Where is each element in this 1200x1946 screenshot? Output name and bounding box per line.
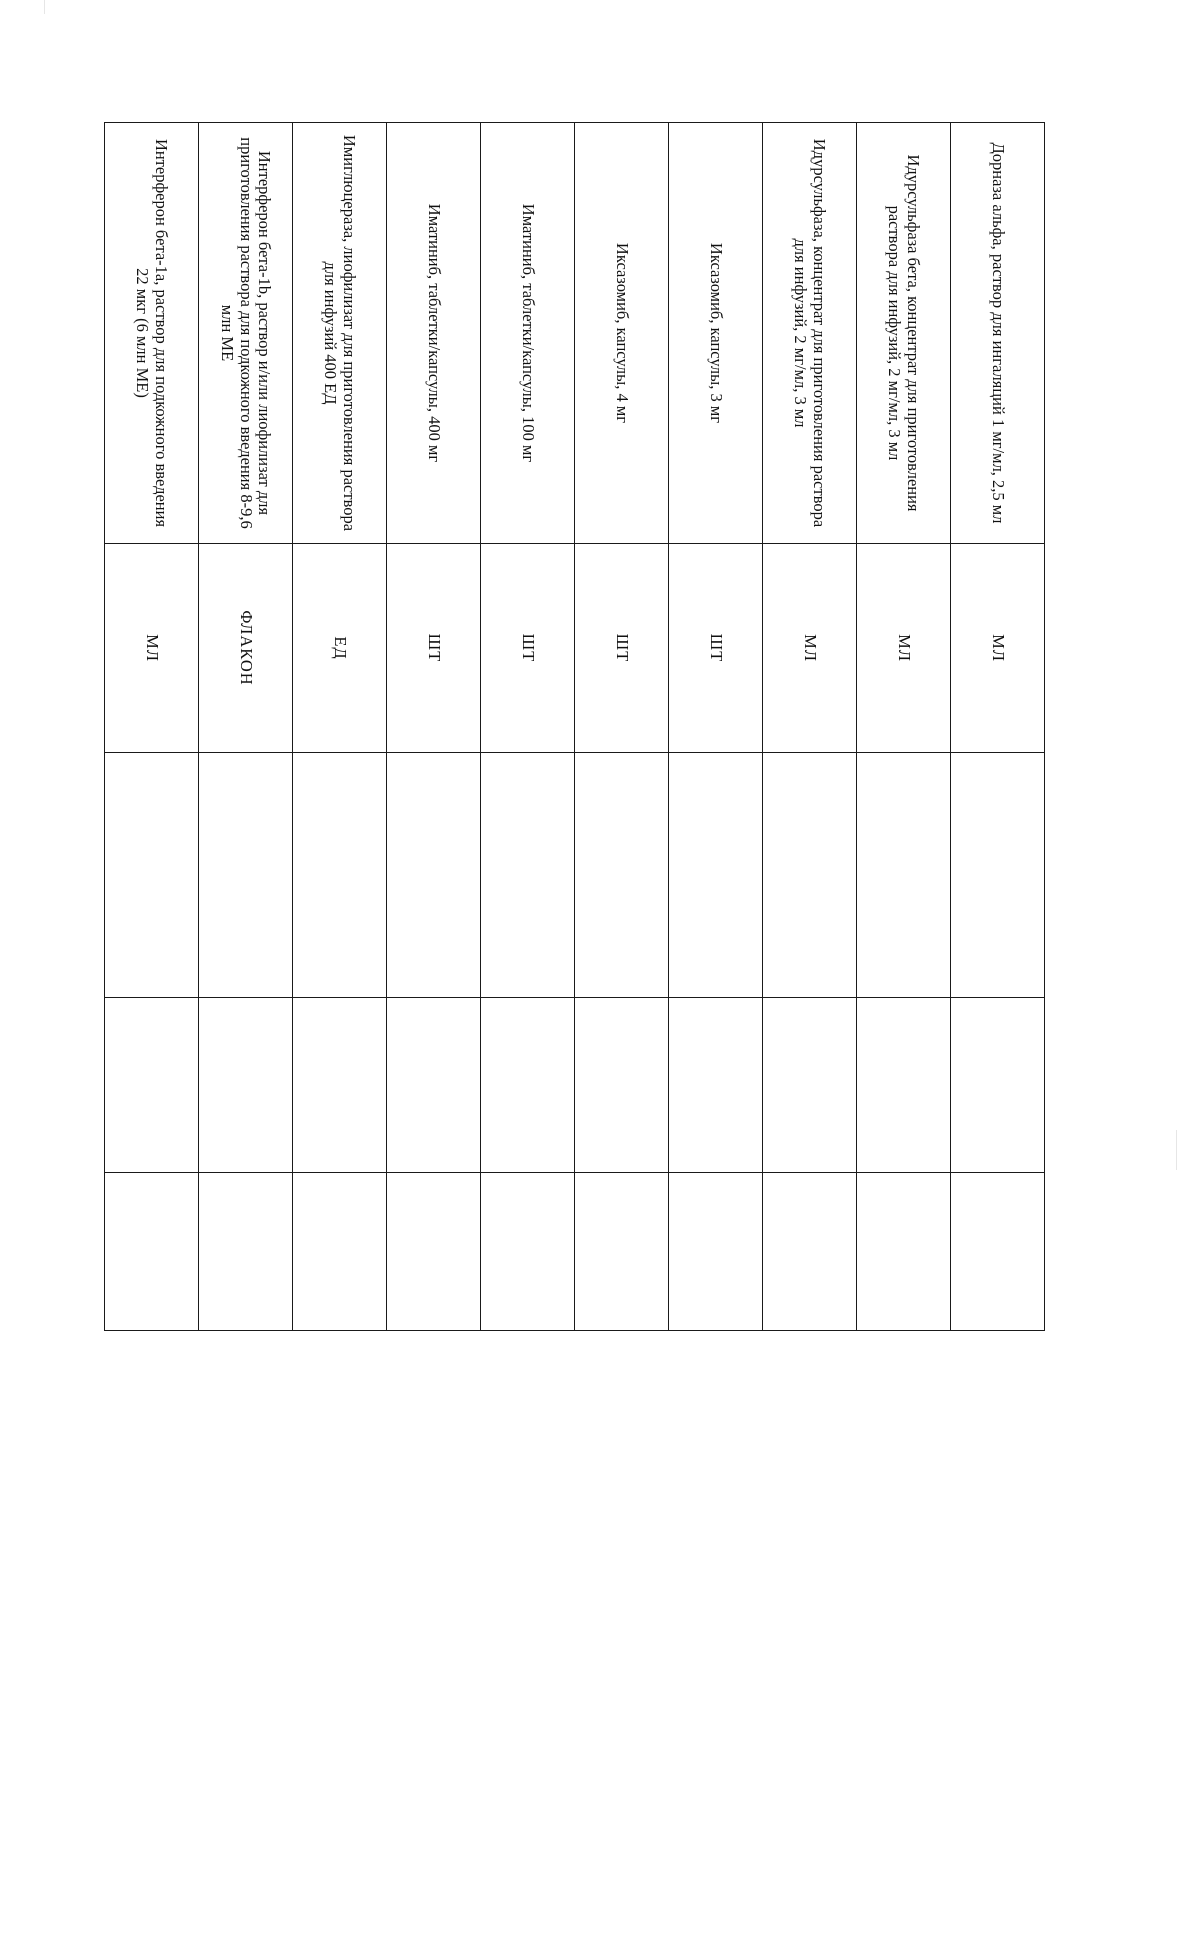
empty-cell xyxy=(951,753,1045,998)
empty-cell xyxy=(481,753,575,998)
table-row xyxy=(857,123,951,1331)
unit-cell: ЕД xyxy=(293,544,387,753)
unit-cell: МЛ xyxy=(857,544,951,753)
empty-cell xyxy=(857,753,951,998)
empty-cell xyxy=(575,1173,669,1331)
empty-cell xyxy=(857,1173,951,1331)
drug-name-cell: Идурсульфаза, концентрат для приготовления раствора для инфузий, 2 мг/мл, 3 мл xyxy=(763,123,857,544)
empty-cell xyxy=(387,998,481,1173)
empty-cell xyxy=(293,753,387,998)
empty-cell xyxy=(387,1173,481,1331)
rotated-page-content xyxy=(133,122,1045,1265)
unit-cell: МЛ xyxy=(763,544,857,753)
empty-cell xyxy=(105,1173,199,1331)
unit-cell: МЛ xyxy=(951,544,1045,753)
unit-cell: ШТ xyxy=(387,544,481,753)
table-body xyxy=(105,123,1045,1331)
empty-cell xyxy=(763,998,857,1173)
empty-cell xyxy=(763,753,857,998)
empty-cell xyxy=(669,753,763,998)
table-row xyxy=(669,123,763,1331)
empty-cell xyxy=(669,998,763,1173)
empty-cell xyxy=(481,998,575,1173)
unit-cell: ШТ xyxy=(669,544,763,753)
drug-name-cell: Иматиниб, таблетки/капсулы, 400 мг xyxy=(387,123,481,544)
table-row xyxy=(951,123,1045,1331)
drug-name-cell: Интерферон бета-1a, раствор для подкожного введения 22 мкг (6 млн МЕ) xyxy=(105,123,199,544)
drug-name-cell: Дорназа альфа, раствор для ингаляций 1 мг/мл, 2,5 мл xyxy=(951,123,1045,544)
drug-name-cell: Иксазомиб, капсулы, 4 мг xyxy=(575,123,669,544)
table-row xyxy=(481,123,575,1331)
empty-cell xyxy=(763,1173,857,1331)
empty-cell xyxy=(669,1173,763,1331)
medication-table xyxy=(104,122,1045,1331)
drug-name-cell: Имиглюцераза, лиофилизат для приготовления раствора для инфузий 400 ЕД xyxy=(293,123,387,544)
drug-name-cell: Иматиниб, таблетки/капсулы, 100 мг xyxy=(481,123,575,544)
scan-edge-mark xyxy=(1176,1130,1177,1170)
empty-cell xyxy=(575,753,669,998)
empty-cell xyxy=(105,753,199,998)
empty-cell xyxy=(105,998,199,1173)
table-row xyxy=(293,123,387,1331)
drug-name-cell: Интерферон бета-1b, раствор и/или лиофилизат для приготовления раствора для подкожного введения 8-9,6 млн МЕ xyxy=(199,123,293,544)
unit-cell: ШТ xyxy=(481,544,575,753)
drug-name-cell: Иксазомиб, капсулы, 3 мг xyxy=(669,123,763,544)
table-row xyxy=(199,123,293,1331)
empty-cell xyxy=(575,998,669,1173)
empty-cell xyxy=(387,753,481,998)
empty-cell xyxy=(199,1173,293,1331)
table-row xyxy=(763,123,857,1331)
unit-cell: ФЛАКОН xyxy=(199,544,293,753)
scan-edge-mark xyxy=(44,0,45,14)
empty-cell xyxy=(199,753,293,998)
empty-cell xyxy=(951,1173,1045,1331)
table-row xyxy=(105,123,199,1331)
empty-cell xyxy=(857,998,951,1173)
unit-cell: МЛ xyxy=(105,544,199,753)
empty-cell xyxy=(951,998,1045,1173)
table-row xyxy=(387,123,481,1331)
table-row xyxy=(575,123,669,1331)
empty-cell xyxy=(481,1173,575,1331)
empty-cell xyxy=(293,1173,387,1331)
drug-name-cell: Идурсульфаза бета, концентрат для приготовления раствора для инфузий, 2 мг/мл, 3 мл xyxy=(857,123,951,544)
empty-cell xyxy=(293,998,387,1173)
unit-cell: ШТ xyxy=(575,544,669,753)
empty-cell xyxy=(199,998,293,1173)
